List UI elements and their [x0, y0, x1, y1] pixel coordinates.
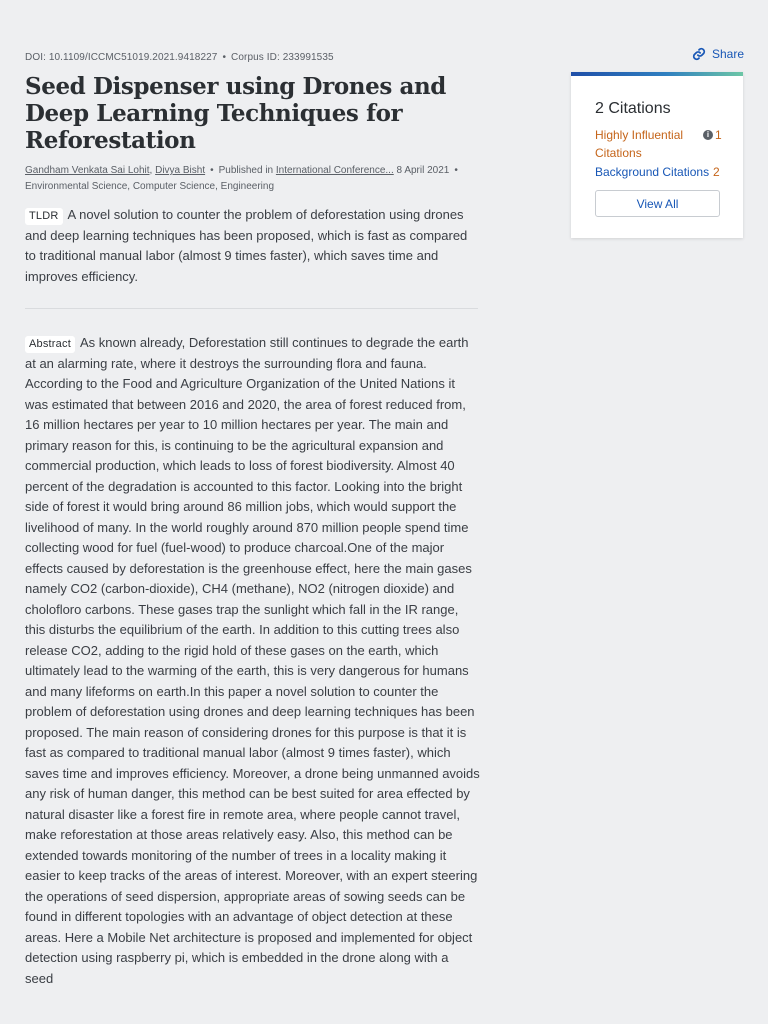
corpus-id-text: Corpus ID: 233991535 — [231, 52, 334, 63]
tldr-badge: TLDR — [25, 208, 63, 225]
view-all-button[interactable]: View All — [595, 190, 720, 217]
tldr-text: A novel solution to counter the problem of deforestation using drones and deep learning techniques has been proposed, which is fast as compared to traditional manual labor (almost 9 times faster), which saves time and improves efficiency. — [25, 207, 468, 284]
share-button[interactable] — [692, 47, 744, 61]
info-icon[interactable]: i — [703, 130, 713, 140]
background-citations-value: 2 — [713, 165, 720, 179]
card-accent-bar — [571, 72, 743, 76]
separator-dot: • — [222, 52, 227, 63]
link-icon — [692, 47, 706, 61]
author-link[interactable]: Divya Bisht — [155, 165, 206, 176]
tldr-section — [25, 205, 480, 287]
fields-of-study: Environmental Science, Computer Science, Engineering — [25, 181, 275, 192]
separator-dot: • — [210, 165, 214, 176]
highly-influential-count — [703, 126, 722, 144]
citations-count: 2 Citations — [595, 100, 671, 117]
separator-dot: • — [454, 165, 458, 176]
publication-date: 8 April 2021 — [396, 165, 450, 176]
author-line: Gandham Venkata Sai Lohit, Divya Bisht • Published in International Conference... 8 April 2021 • Environmental Science, Computer Science, Engineering — [25, 165, 458, 192]
paper-title: Seed Dispenser using Drones and Deep Learning Techniques for Reforestation — [25, 73, 446, 154]
background-citations-label: Background Citations — [595, 165, 710, 179]
venue-link[interactable]: International Conference... — [275, 165, 394, 176]
doi-text: DOI: 10.1109/ICCMC51019.2021.9418227 — [25, 52, 218, 63]
abstract-badge: Abstract — [25, 336, 75, 353]
highly-influential-citations-link[interactable] — [595, 126, 725, 162]
highly-influential-label: Highly Influential Citations — [595, 128, 684, 160]
abstract-section — [25, 333, 480, 989]
author-link[interactable]: Gandham Venkata Sai Lohit — [25, 165, 150, 176]
published-prefix: Published in — [218, 165, 274, 176]
abstract-text: As known already, Deforestation still continues to degrade the earth at an alarming rate, where it destroys the surrounding flora and fauna. According to the Food and Agriculture Organization of the United Nations it was estimated that between 2016 and 2020, the area of forest reduced from, 16 million hectares per year to 10 million hectares per year. The main and primary reason for this, is continuing to be the agricultural expansion and commercial production, which leads to loss of forest biodiversity. Almost 40 percent of the degradation is accounted to this factor. Looking into the bright side of forest it would bring around 86 million jobs, which would support the livelihood of many. In the world roughly around 870 million people spend time collecting wood for fuel (fuel-wood) to produce charcoal.One of the major effects caused by deforestation is the greenhouse effect, here the main gases namely CO2 (carbon-dioxide), CH4 (methane), NO2 (nitrogen dioxide) and cholofloro carbons. These gases trap the sunlight which fall in the IR range, this disturbs the equilibrium of the earth. In addition to this cutting trees also release CO2, adding to the rigid hold of these gases on the earth, which ultimately lead to the warming of the earth, this is very dangerous for humans and many lifeforms on earth.In this paper a novel solution to counter the problem of deforestation using drones and deep learning techniques has been proposed. The main reason of considering drones for this purpose is that it is fast as compared to traditional manual labor (almost 9 times faster), which saves time and improves efficiency. Moreover, a drone being unmanned avoids any risk of human danger, this method can be best suited for area effected by natural disaster like a forest fire in remote area, where people cannot travel, make reforestation at those areas relatively easy. Also, this method can be extended towards monitoring of the number of trees in a locality making it easier to keep tracks of the areas of interest. Moreover, with an expert steering the operations of seed dispersion, appropriate areas of sowing seeds can be found in different topologies with an advantage of object detection at these areas. Here a Mobile Net architecture is proposed and implemented for object detection using raspberry pi, which is embedded in the drone along with a seed — [25, 335, 480, 986]
citations-card — [571, 72, 743, 238]
paper-meta-line — [25, 52, 334, 63]
background-citations-link[interactable] — [595, 163, 725, 181]
highly-influential-value: 1 — [715, 128, 722, 142]
share-label: Share — [712, 47, 745, 61]
section-divider — [25, 308, 478, 309]
